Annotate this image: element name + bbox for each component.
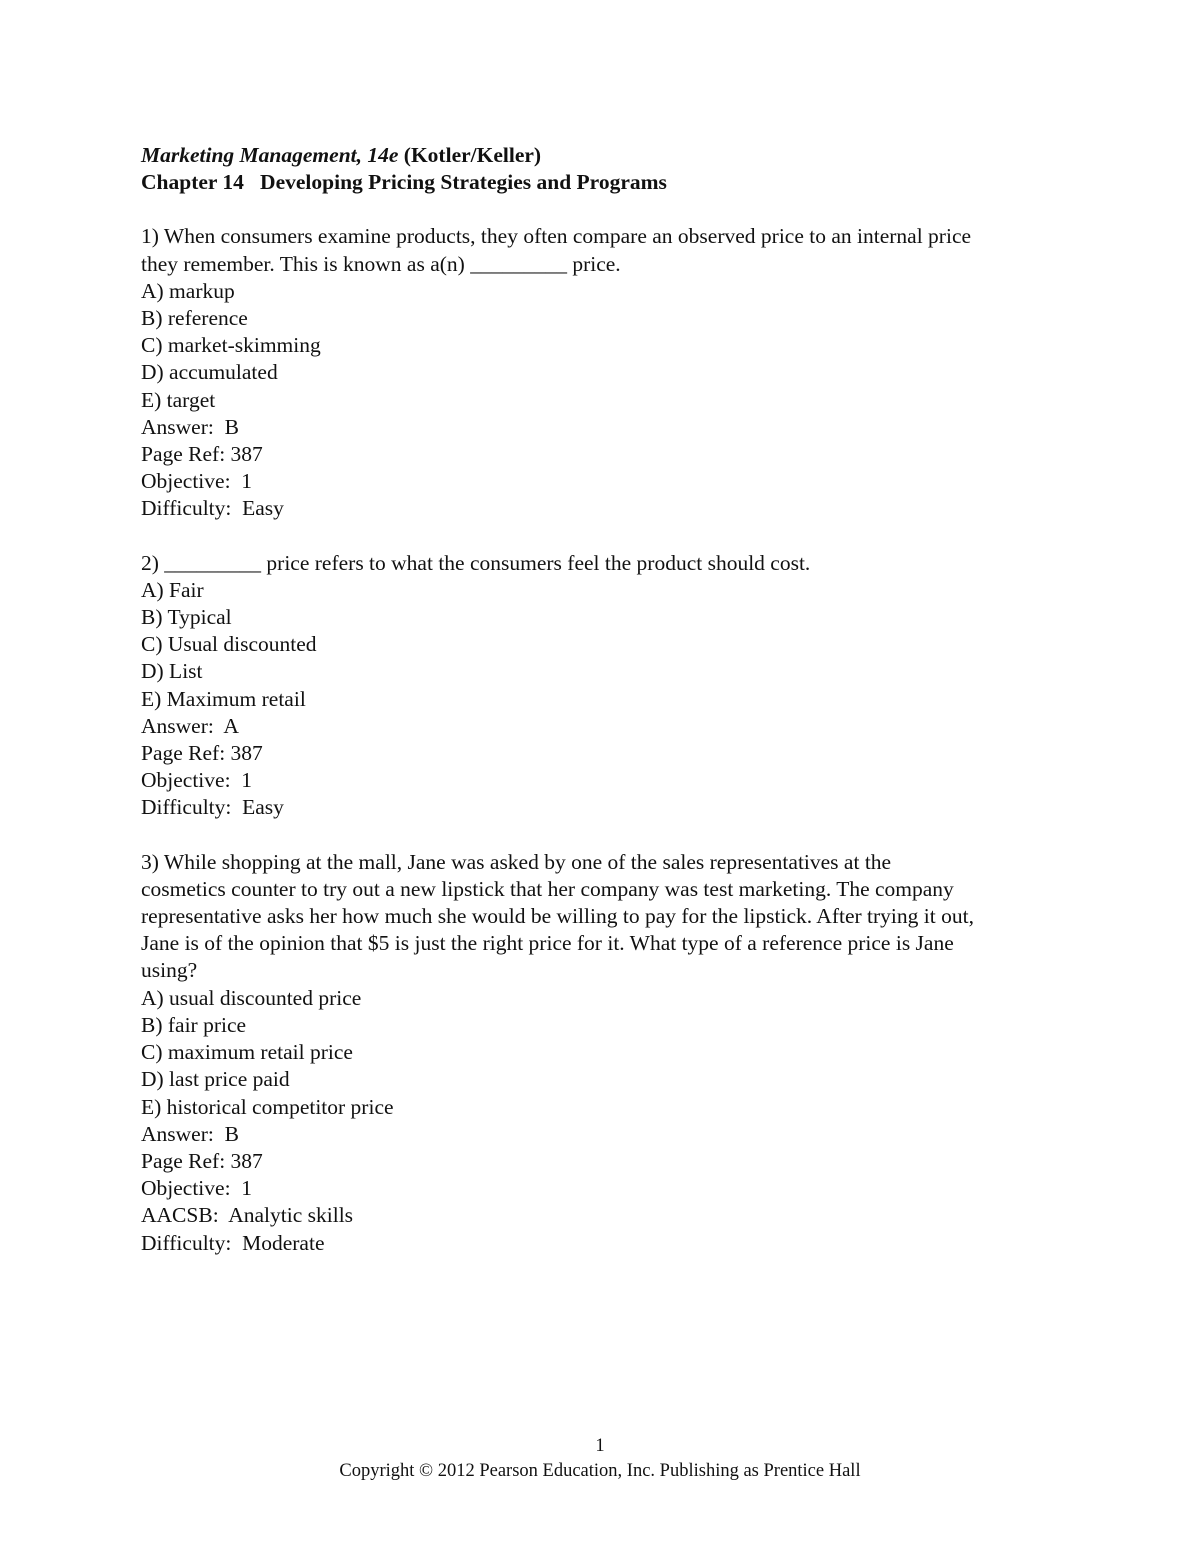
book-authors: (Kotler/Keller) — [403, 143, 542, 167]
question-3 — [141, 849, 1061, 1257]
answer-key: Answer: B — [141, 414, 239, 439]
question-stem-line: representative asks her how much she would be willing to pay for the lipstick. After trying it out, — [141, 904, 974, 929]
answer-option: B) fair price — [141, 1012, 247, 1037]
page-reference: Page Ref: 387 — [141, 741, 263, 766]
question-stem-line: cosmetics counter to try out a new lipstick that her company was test marketing. The company — [141, 876, 954, 901]
answer-option: D) List — [141, 659, 203, 684]
answer-option: E) Maximum retail — [141, 686, 306, 711]
difficulty: Difficulty: Moderate — [141, 1230, 325, 1255]
answer-option: C) maximum retail price — [141, 1040, 353, 1065]
objective: Objective: 1 — [141, 469, 253, 494]
question-stem-line: they remember. This is known as a(n) _________ price. — [141, 251, 621, 276]
question-1 — [141, 223, 1061, 522]
page-reference: Page Ref: 387 — [141, 442, 263, 467]
question-stem-line: 2) _________ price refers to what the consumers feel the product should cost. — [141, 550, 811, 575]
page-number: 1 — [595, 1436, 605, 1456]
chapter-title: Chapter 14 Developing Pricing Strategies and Programs — [141, 170, 667, 195]
answer-option: D) last price paid — [141, 1067, 290, 1092]
objective: Objective: 1 — [141, 1176, 253, 1201]
answer-option: C) market-skimming — [141, 333, 321, 358]
question-stem-line: Jane is of the opinion that $5 is just the right price for it. What type of a reference price is Jane — [141, 931, 954, 956]
answer-option: A) markup — [141, 278, 235, 303]
difficulty: Difficulty: Easy — [141, 795, 284, 820]
aacsb-standard: AACSB: Analytic skills — [141, 1203, 354, 1228]
answer-key: Answer: A — [141, 713, 239, 738]
answer-option: E) target — [141, 387, 216, 412]
book-title: Marketing Management, 14e — [141, 143, 399, 167]
document-header — [141, 142, 1061, 196]
answer-option: B) reference — [141, 306, 248, 331]
page-reference: Page Ref: 387 — [141, 1148, 263, 1173]
copyright-notice: Copyright © 2012 Pearson Education, Inc. Publishing as Prentice Hall — [339, 1461, 861, 1481]
answer-option: C) Usual discounted — [141, 632, 317, 657]
book-title-line — [141, 142, 1061, 169]
question-stem-line: using? — [141, 958, 198, 983]
answer-key: Answer: B — [141, 1121, 239, 1146]
answer-option: B) Typical — [141, 605, 232, 630]
question-stem-line: 1) When consumers examine products, they often compare an observed price to an internal price — [141, 224, 972, 249]
answer-option: D) accumulated — [141, 360, 278, 385]
answer-option: A) Fair — [141, 577, 204, 602]
answer-option: A) usual discounted price — [141, 985, 362, 1010]
question-2 — [141, 550, 1061, 822]
document-page — [141, 142, 1061, 1257]
question-stem-line: 3) While shopping at the mall, Jane was asked by one of the sales representatives at the — [141, 849, 892, 874]
objective: Objective: 1 — [141, 768, 253, 793]
difficulty: Difficulty: Easy — [141, 496, 284, 521]
answer-option: E) historical competitor price — [141, 1094, 394, 1119]
